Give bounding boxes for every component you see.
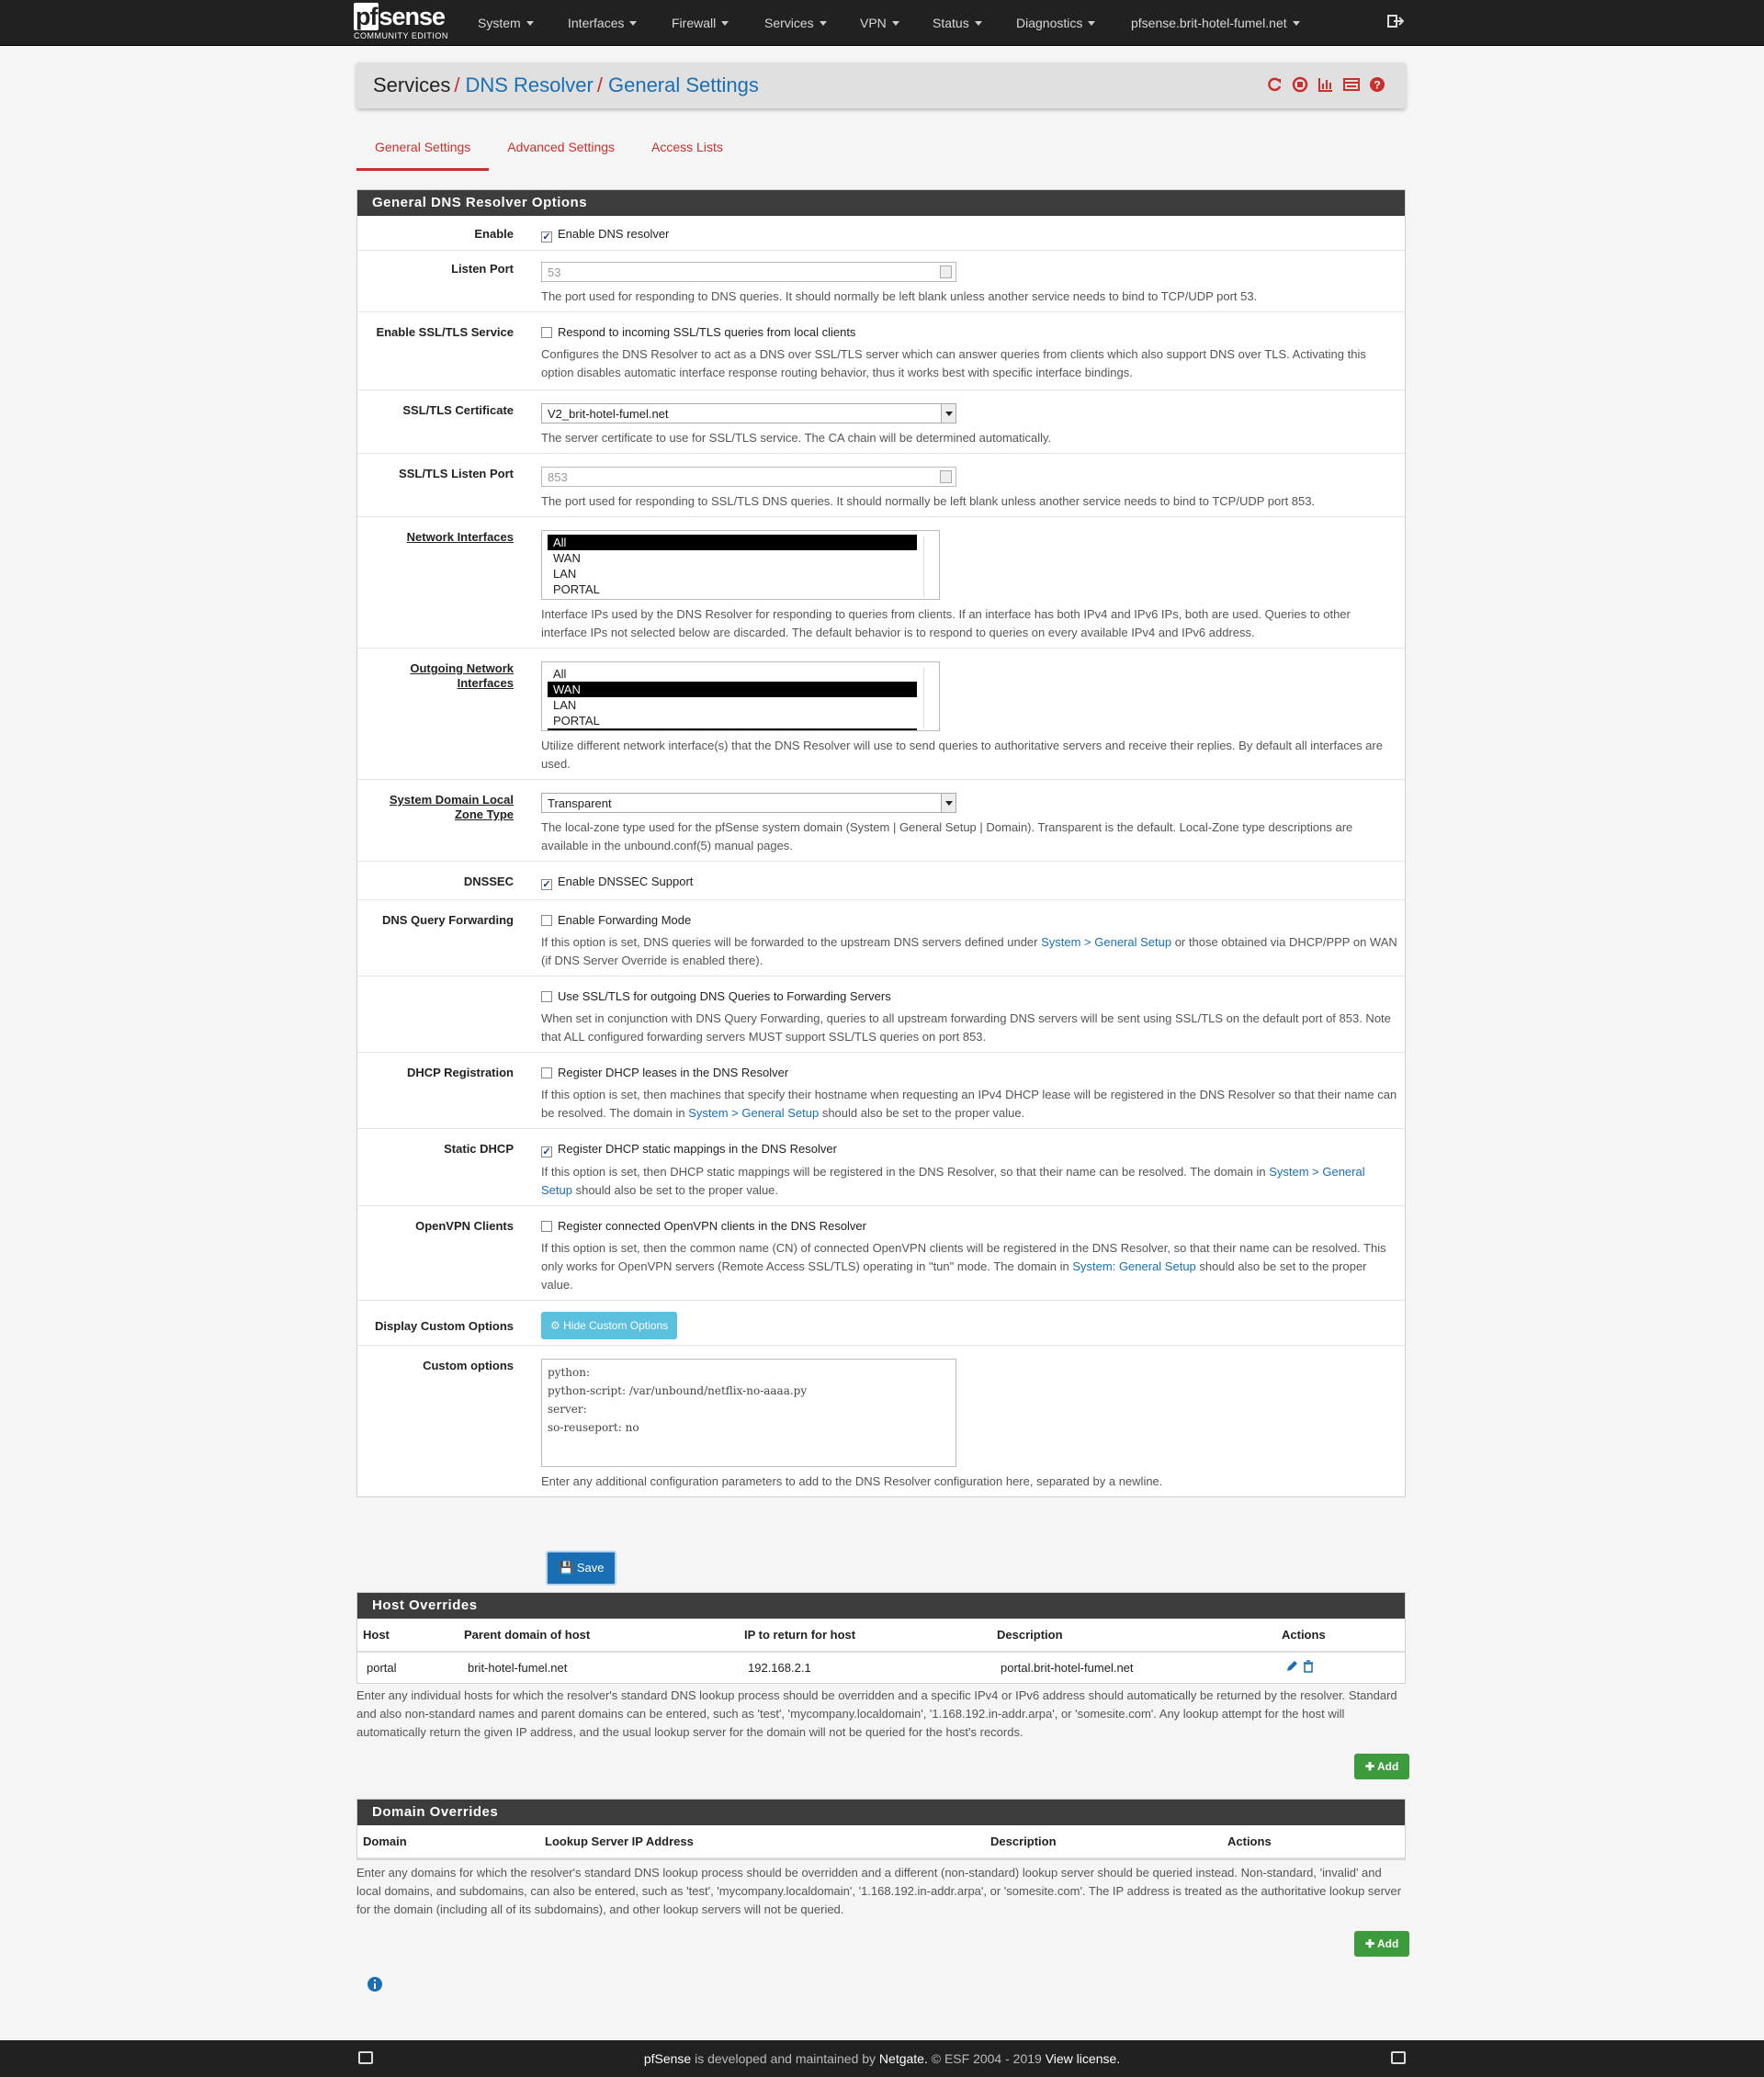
cell-host: portal: [357, 1652, 458, 1683]
listbox-option[interactable]: [548, 597, 917, 600]
chevron-down-icon: [941, 794, 956, 812]
help-text: [541, 1163, 1399, 1200]
listbox-option[interactable]: All: [553, 667, 567, 681]
column-header: Parent domain of host: [458, 1619, 739, 1652]
nav-interfaces[interactable]: [568, 0, 637, 46]
help-text: [541, 1239, 1399, 1294]
row-openvpn: [357, 1206, 1405, 1301]
static-dhcp-checkbox[interactable]: ✓: [542, 1146, 551, 1157]
row-ssl-service: [357, 312, 1405, 390]
breadcrumb: Services / DNS Resolver / General Settings ?: [356, 62, 1406, 108]
row-listen-port: [357, 251, 1405, 312]
caret-down-icon: [975, 21, 982, 26]
field-label[interactable]: [357, 661, 541, 773]
field-label[interactable]: Network Interfaces: [406, 530, 514, 544]
column-header: Description: [991, 1619, 1276, 1652]
nav-status[interactable]: [933, 0, 982, 46]
outgoing-interfaces-listbox[interactable]: [541, 661, 940, 731]
listen-port-input[interactable]: [541, 262, 956, 282]
host-overrides-note: Enter any individual hosts for which the resolver's standard DNS lookup process should be overridden and a specific IPv4 or IPv6 address should automatically be returned by the resolver. Standard and also non-standard names and parent domains can be entered, such as 'test', 'mycompany.localdomain', '1.168.192.in-addr.arpa', or 'somesite.com'. Any lookup attempt for the host will automatically return the given IP address, and the usual lookup server for the domain will not be queried for the host's records.: [356, 1688, 1397, 1739]
footer-part: is developed and maintained by: [691, 2051, 879, 2066]
help-part: If this option is set, then machines that specify their hostname when requesting an IPv4 DHCP lease will be registered in the DNS Resolver so that their name can be resolved. The domain in: [541, 1088, 1397, 1120]
checkbox-label: Register connected OpenVPN clients in the DNS Resolver: [558, 1219, 866, 1233]
listbox-option[interactable]: LAN: [553, 698, 577, 712]
row-dnssec: [357, 862, 1405, 900]
checkbox-label: Enable Forwarding Mode: [558, 913, 692, 927]
row-ssl-cert: [357, 390, 1405, 454]
caret-down-icon: [721, 21, 729, 26]
tab-general-settings[interactable]: General Settings: [356, 129, 489, 171]
ssl-service-checkbox[interactable]: [541, 327, 552, 338]
caret-down-icon: [526, 21, 534, 26]
general-setup-link[interactable]: System: General Setup: [1072, 1259, 1196, 1273]
help-text: The port used for responding to SSL/TLS DNS queries. It should normally be left blank unless another service needs to bind to TCP/UDP port 853.: [541, 494, 1316, 508]
nav-label: Services: [764, 16, 814, 30]
breadcrumb-page-link[interactable]: General Settings: [607, 73, 759, 96]
checkbox-label: Enable DNSSEC Support: [558, 875, 694, 888]
select-value: V2_brit-hotel-fumel.net: [548, 407, 669, 421]
help-part: or those obtained via DHCP/PPP on WAN (if DNS Server Override is enabled there).: [541, 935, 1397, 967]
listbox-option[interactable]: WAN: [553, 551, 581, 565]
panel-title: General DNS Resolver Options: [357, 190, 1405, 216]
nav-label: Interfaces: [568, 16, 625, 30]
cell-description: portal.brit-hotel-fumel.net: [991, 1652, 1276, 1683]
help-text: The server certificate to use for SSL/TLS service. The CA chain will be determined automatically.: [541, 431, 1052, 445]
help-part: should also be set to the proper value.: [571, 1183, 779, 1197]
row-forwarding: [357, 900, 1405, 976]
gear-icon: ⚙: [550, 1319, 560, 1332]
field-label: Display Custom Options: [375, 1319, 514, 1333]
domain-overrides-panel: [356, 1799, 1406, 1860]
save-area: [546, 1551, 616, 1586]
field-label: Static DHCP: [444, 1142, 514, 1156]
chart-icon[interactable]: [1317, 76, 1334, 93]
column-header: Host: [357, 1619, 458, 1652]
field-label: SSL/TLS Certificate: [402, 403, 514, 417]
footer-right-icon[interactable]: [1391, 2051, 1406, 2064]
network-interfaces-listbox[interactable]: [541, 530, 940, 600]
column-header: IP to return for host: [739, 1619, 991, 1652]
openvpn-checkbox[interactable]: [541, 1221, 552, 1232]
input-placeholder: 853: [548, 470, 568, 484]
logo-pf: pf: [356, 3, 378, 30]
field-label: Enable SSL/TLS Service: [376, 325, 514, 339]
table-row: [357, 1652, 1405, 1683]
listbox-option[interactable]: [548, 728, 917, 731]
host-overrides-table: [357, 1619, 1405, 1683]
domain-overrides-table: [357, 1825, 1405, 1859]
hide-custom-options-button[interactable]: [541, 1312, 677, 1339]
row-display-custom: [357, 1301, 1405, 1346]
logo-subtitle: COMMUNITY EDITION: [354, 31, 448, 40]
plus-icon: ✚: [1365, 1760, 1375, 1773]
save-icon: 💾: [559, 1561, 574, 1575]
listbox-option[interactable]: WAN: [548, 682, 917, 697]
help-text: Interface IPs used by the DNS Resolver for responding to queries from clients. If an interface has both IPv4 and IPv6 IPs, both are used. Queries to other interface IPs not selected below are discarded. The default behavior is to respond to queries on every available IPv4 and IPv6 address.: [541, 607, 1351, 639]
column-header: Actions: [1222, 1825, 1405, 1858]
caret-down-icon: [892, 21, 899, 26]
column-header: Domain: [357, 1825, 539, 1858]
caret-down-icon: [1293, 21, 1300, 26]
scrollbar[interactable]: [923, 536, 936, 597]
listbox-option[interactable]: All: [548, 535, 917, 550]
help-text: Configures the DNS Resolver to act as a DNS over SSL/TLS server which can answer queries from clients which also support DNS over TLS. Activating this option disables automatic interface response routing behavior, thus it works best with specific interface bindings.: [541, 347, 1366, 379]
field-label: DNS Query Forwarding: [381, 913, 514, 927]
help-text: Utilize different network interface(s) that the DNS Resolver will use to send queries to authoritative servers and receive their replies. By default all interfaces are used.: [541, 739, 1383, 771]
row-network-interfaces: [357, 517, 1405, 649]
edit-icon[interactable]: [1285, 1662, 1298, 1676]
spinner-icon[interactable]: [940, 470, 952, 483]
caret-down-icon: [629, 21, 637, 26]
nav-diagnostics[interactable]: [1016, 0, 1095, 46]
field-label: DHCP Registration: [406, 1066, 514, 1079]
save-button[interactable]: [546, 1551, 616, 1586]
host-overrides-panel: [356, 1592, 1406, 1684]
label-line: Outgoing Network: [410, 661, 514, 675]
info-icon[interactable]: [367, 1976, 383, 1995]
forwarding-checkbox[interactable]: [541, 915, 552, 926]
logo-main: sense: [379, 3, 446, 30]
cell-actions: [1276, 1652, 1405, 1683]
general-setup-link[interactable]: System > General Setup: [1041, 935, 1172, 949]
column-header: Lookup Server IP Address: [539, 1825, 985, 1858]
breadcrumb-root: Services: [373, 73, 451, 96]
pfsense-logo[interactable]: [354, 4, 448, 40]
listbox-option[interactable]: PORTAL: [553, 714, 600, 728]
field-label: [357, 989, 541, 1046]
tab-access-lists[interactable]: Access Lists: [651, 140, 723, 154]
row-zone-type: [357, 780, 1405, 862]
listbox-option[interactable]: PORTAL: [553, 582, 600, 596]
forwarding-ssl-checkbox[interactable]: [541, 991, 552, 1002]
footer: [0, 2040, 1764, 2077]
plus-icon: ✚: [1365, 1937, 1375, 1950]
footer-brand: pfSense: [643, 2051, 692, 2066]
nav-services[interactable]: [764, 0, 827, 46]
field-label: Custom options: [423, 1359, 514, 1372]
row-enable: [357, 216, 1405, 251]
svg-text:?: ?: [1374, 78, 1381, 92]
add-host-area: [1354, 1754, 1409, 1779]
panel-title: Domain Overrides: [357, 1800, 1405, 1825]
row-custom-options: [357, 1346, 1405, 1496]
listbox-option[interactable]: LAN: [553, 567, 577, 581]
footer-part: © ESF 2004 - 2019: [927, 2051, 1046, 2066]
label-line: Interfaces: [457, 676, 514, 690]
enable-checkbox[interactable]: ✓: [542, 231, 551, 243]
list-icon[interactable]: [1343, 76, 1360, 93]
domain-overrides-note: Enter any domains for which the resolver's standard DNS lookup process should be overridden and a different (non-standard) lookup server should be queried instead. Non-standard, 'invalid' and local domains, and subdomains, can also be entered, such as 'test', 'mycompany.localdomain', '1.168.192.in-addr.arpa', or 'somesite.com'. The IP address is treated as the authoritative lookup server for the domain (including all of its subdomains), and other lookup servers will not be queried.: [356, 1866, 1402, 1916]
row-forwarding-ssl: [357, 976, 1405, 1053]
help-part: If this option is set, then DHCP static mappings will be registered in the DNS Resolver, so that their name can be resolved. The domain in: [541, 1165, 1270, 1179]
nav-system[interactable]: [478, 0, 534, 46]
label-line: System Domain Local: [389, 793, 514, 807]
top-navbar: [0, 0, 1764, 46]
select-value: Transparent: [548, 796, 612, 810]
add-domain-button[interactable]: [1354, 1931, 1409, 1957]
add-domain-area: [1354, 1931, 1409, 1957]
help-part: If this option is set, DNS queries will be forwarded to the upstream DNS servers defined under: [541, 935, 1042, 949]
checkbox-label: Respond to incoming SSL/TLS queries from local clients: [558, 325, 856, 339]
caret-down-icon: [820, 21, 827, 26]
caret-down-icon: [1088, 21, 1095, 26]
dnssec-checkbox[interactable]: ✓: [542, 879, 551, 890]
help-text: When set in conjunction with DNS Query Forwarding, queries to all upstream forwarding DNS servers will be sent using SSL/TLS on the default port of 853. Note that ALL configured forwarding servers MUST support SSL/TLS queries on port 853.: [541, 1011, 1391, 1044]
column-header: Description: [985, 1825, 1222, 1858]
help-text: Enter any additional configuration parameters to add to the DNS Resolver configuration here, separated by a newline.: [541, 1474, 1163, 1488]
stop-icon[interactable]: [1292, 76, 1308, 93]
spinner-icon[interactable]: [940, 265, 952, 278]
dhcp-registration-checkbox[interactable]: [541, 1067, 552, 1078]
custom-options-textarea[interactable]: python: python-script: /var/unbound/netflix-no-aaaa.py server: so-reuseport: no: [541, 1359, 956, 1467]
row-ssl-port: [357, 454, 1405, 517]
general-setup-link[interactable]: System > General Setup: [688, 1106, 820, 1120]
ssl-port-input[interactable]: [541, 467, 956, 487]
help-text: The port used for responding to DNS queries. It should normally be left blank unless another service needs to bind to TCP/UDP port 53.: [541, 289, 1258, 303]
nav-label: VPN: [860, 16, 887, 30]
help-icon[interactable]: [1369, 76, 1385, 93]
cell-ip: 192.168.2.1: [739, 1652, 991, 1683]
help-text: [541, 1086, 1399, 1123]
general-options-panel: [356, 189, 1406, 1497]
label-line: Zone Type: [454, 807, 514, 821]
field-label[interactable]: [357, 793, 541, 855]
panel-title: Host Overrides: [357, 1593, 1405, 1619]
row-static-dhcp: [357, 1129, 1405, 1206]
help-part: If this option is set, then the common name (CN) of connected OpenVPN clients will be registered in the DNS Resolver, so that their name can be resolved. This only works for OpenVPN servers (Remote Access SSL/TLS) operating in "tun" mode. The domain in: [541, 1241, 1386, 1273]
nav-label: Firewall: [672, 16, 717, 30]
nav-vpn[interactable]: [860, 0, 899, 46]
button-label: Add: [1376, 1760, 1399, 1773]
checkbox-label: Register DHCP static mappings in the DNS Resolver: [558, 1142, 837, 1156]
checkbox-label: Use SSL/TLS for outgoing DNS Queries to Forwarding Servers: [558, 989, 891, 1003]
nav-label: Diagnostics: [1016, 16, 1083, 30]
tab-advanced-settings[interactable]: Advanced Settings: [507, 140, 616, 154]
field-label: Listen Port: [451, 262, 514, 276]
button-label: Save: [576, 1561, 605, 1575]
nav-firewall[interactable]: [672, 0, 729, 46]
zone-type-select[interactable]: [541, 793, 956, 813]
ssl-cert-select[interactable]: [541, 403, 956, 423]
cell-domain: brit-hotel-fumel.net: [458, 1652, 739, 1683]
field-label: Enable: [474, 227, 514, 241]
breadcrumb-section-link[interactable]: DNS Resolver: [465, 73, 594, 96]
general-setup-link[interactable]: System > General Setup: [541, 1165, 1365, 1197]
input-placeholder: 53: [548, 265, 561, 279]
footer-text: [0, 2051, 1764, 2066]
trash-icon[interactable]: [1302, 1662, 1315, 1676]
nav-label: Status: [933, 16, 969, 30]
help-text: The local-zone type used for the pfSense system domain (System | General Setup | Domain). Transparent is the default. Local-Zone type descriptions are available in the unbound.conf(5) manual pages.: [541, 820, 1353, 852]
button-label: Hide Custom Options: [563, 1319, 669, 1332]
help-part: should also be set to the proper value.: [819, 1106, 1025, 1120]
nav-label: pfsense.brit-hotel-fumel.net: [1131, 16, 1287, 30]
tab-bar: [356, 129, 1406, 171]
nav-hostname[interactable]: [1131, 0, 1300, 46]
checkbox-label: Register DHCP leases in the DNS Resolver: [558, 1066, 789, 1079]
field-label: DNSSEC: [463, 875, 514, 888]
scrollbar[interactable]: [923, 668, 936, 728]
footer-company-link[interactable]: Netgate.: [878, 2051, 928, 2066]
row-dhcp-registration: [357, 1053, 1405, 1129]
footer-license-link[interactable]: View license.: [1045, 2051, 1121, 2066]
nav-label: System: [478, 16, 521, 30]
help-part: should also be set to the proper value.: [541, 1259, 1367, 1292]
checkbox-label: Enable DNS resolver: [558, 227, 670, 241]
button-label: Add: [1376, 1937, 1399, 1950]
help-text: [541, 933, 1399, 970]
field-label: SSL/TLS Listen Port: [399, 467, 514, 480]
add-host-button[interactable]: [1354, 1754, 1409, 1779]
row-outgoing-interfaces: [357, 649, 1405, 780]
logout-icon[interactable]: [1387, 13, 1406, 31]
chevron-down-icon: [941, 404, 956, 423]
reload-icon[interactable]: [1266, 76, 1283, 93]
column-header: Actions: [1276, 1619, 1405, 1652]
field-label: OpenVPN Clients: [415, 1219, 514, 1233]
